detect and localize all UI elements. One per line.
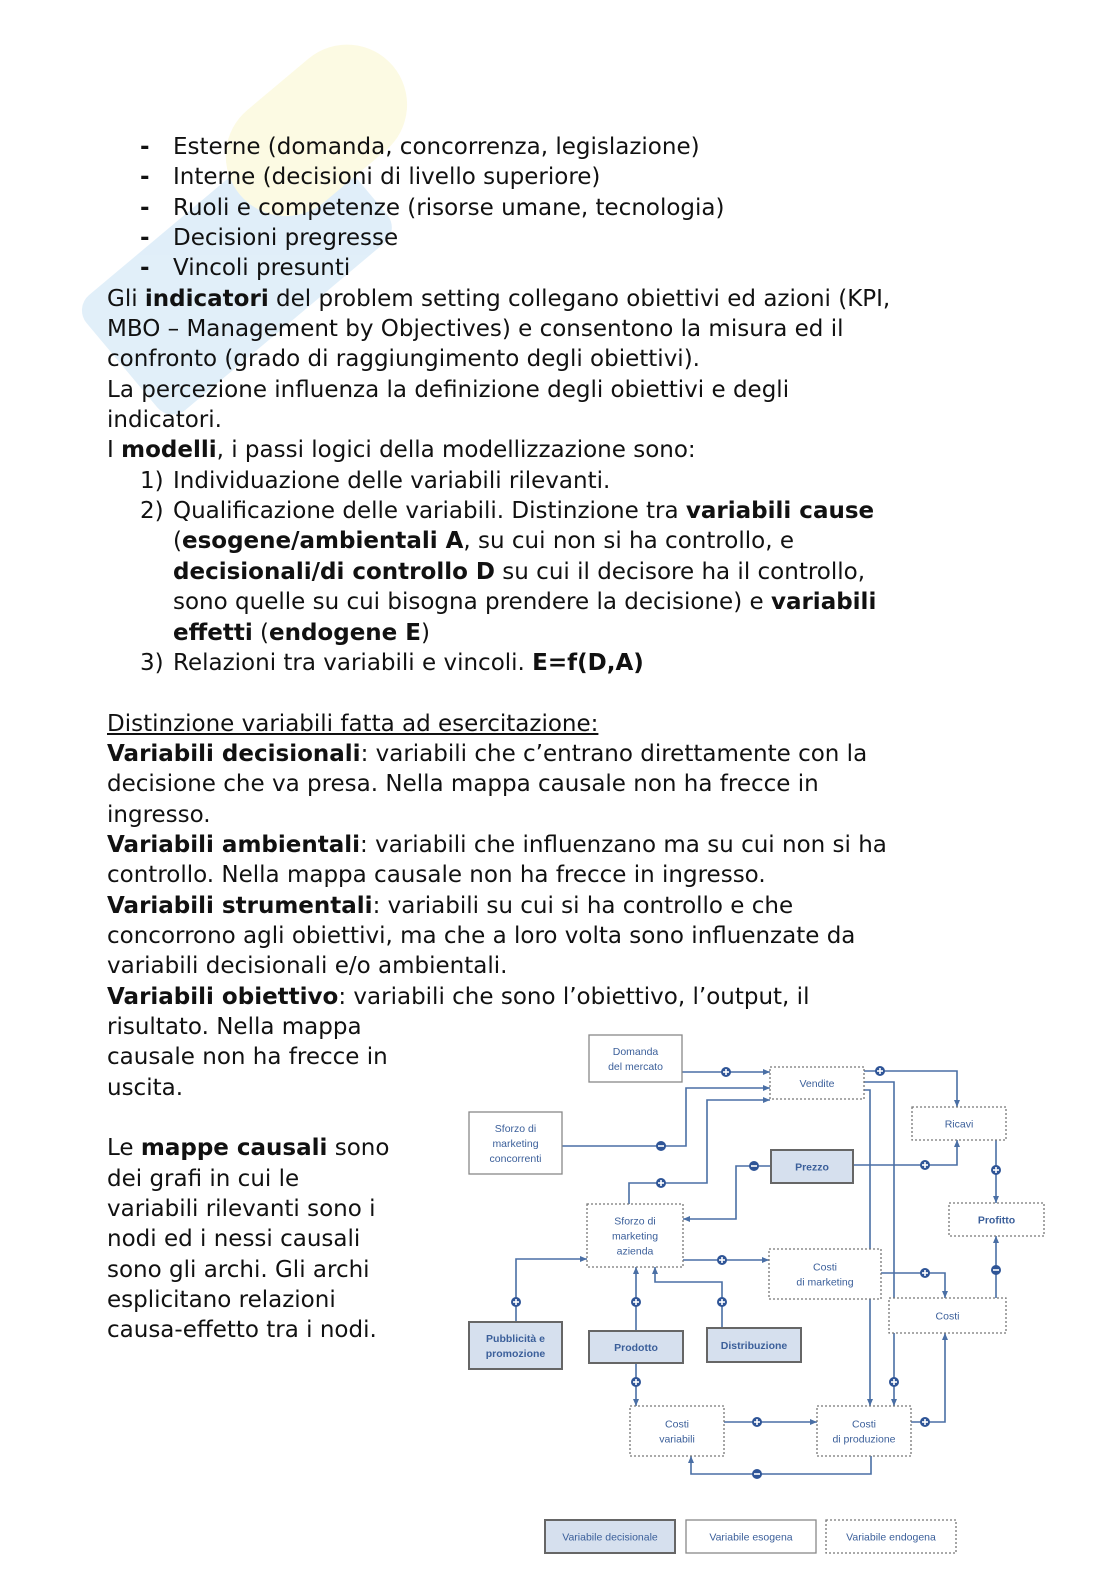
- bold-term: esogene/ambientali A: [181, 528, 464, 555]
- node-domanda: [589, 1035, 682, 1082]
- positive-sign-icon: [511, 1297, 521, 1307]
- positive-sign-icon: [721, 1067, 731, 1077]
- node-pubblicita: [469, 1322, 562, 1369]
- list-marker: -: [140, 255, 150, 282]
- text-segment: su cui il decisore ha il controllo,: [495, 558, 866, 585]
- node-label: marketing: [611, 1230, 659, 1243]
- text-segment: variabili rilevanti sono i: [107, 1196, 376, 1223]
- edge-pubblicita-to-azienda: [516, 1259, 587, 1322]
- node-label: marketing: [492, 1138, 539, 1150]
- positive-sign-icon: [991, 1165, 1001, 1175]
- text-segment: ingresso.: [107, 801, 211, 828]
- positive-sign-icon: [889, 1377, 899, 1387]
- text-segment: decisione che va presa. Nella mappa causale non ha frecce in: [107, 771, 819, 798]
- text-segment: , su cui non si ha controllo, e: [463, 528, 795, 555]
- edge-prezzo-to-azienda: [683, 1166, 771, 1219]
- node-label: Variabile decisionale: [562, 1531, 658, 1544]
- text-segment: sono: [327, 1135, 390, 1162]
- text-segment: Le: [107, 1135, 141, 1162]
- node-label: del mercato: [608, 1061, 663, 1073]
- node-label: Costi: [935, 1310, 960, 1323]
- text-segment: Vincoli presunti: [173, 255, 351, 282]
- node-label: Profitto: [977, 1214, 1016, 1227]
- node-label: Sforzo di: [494, 1123, 537, 1135]
- negative-sign-icon: [991, 1265, 1001, 1275]
- node-azienda: [587, 1204, 683, 1267]
- text-segment: sono quelle su cui bisogna prendere la decisione) e: [173, 589, 771, 616]
- list-marker: -: [140, 134, 150, 160]
- text-segment: nodi ed i nessi causali: [107, 1226, 361, 1253]
- node-label: di marketing: [796, 1276, 854, 1289]
- negative-sign-icon: [752, 1469, 762, 1479]
- node-label: Sforzo di: [614, 1215, 656, 1228]
- text-segment: esplicitano relazioni: [107, 1287, 336, 1314]
- node-label: Costi: [813, 1261, 837, 1274]
- edge-vendite-to-costi_prod: [864, 1082, 894, 1406]
- text-segment: variabili decisionali e/o ambientali.: [107, 953, 508, 980]
- text-segment: sono gli archi. Gli archi: [107, 1256, 370, 1283]
- node-label: Vendite: [799, 1078, 835, 1090]
- node-label: Prezzo: [795, 1161, 829, 1174]
- text-segment: confronto (grado di raggiungimento degli obiettivi).: [107, 346, 700, 373]
- node-label: di produzione: [832, 1433, 896, 1446]
- node-vendite: [770, 1067, 864, 1099]
- text-segment: Individuazione delle variabili rilevanti.: [173, 467, 611, 494]
- node-label: azienda: [616, 1245, 654, 1258]
- node-label: Costi: [852, 1418, 876, 1431]
- text-segment: (: [173, 528, 182, 555]
- text-segment: : variabili su cui si ha controllo e che: [372, 892, 794, 919]
- edge-vendite-to-ricavi: [864, 1071, 957, 1107]
- node-label: Domanda: [612, 1046, 659, 1058]
- bold-term: Variabili obiettivo: [107, 983, 339, 1010]
- text-segment: , i passi logici della modellizzazione sono:: [216, 437, 696, 464]
- list-marker: 2): [140, 498, 164, 525]
- text-segment: ): [421, 619, 430, 646]
- node-label: Prodotto: [614, 1342, 658, 1354]
- text-segment: La percezione influenza la definizione degli obiettivi e degli: [107, 376, 790, 403]
- text-segment: controllo. Nella mappa causale non ha frecce in ingresso.: [107, 862, 766, 889]
- node-costi: [889, 1298, 1006, 1333]
- text-segment: causale non ha frecce in: [107, 1044, 388, 1071]
- node-concorrenti: [469, 1112, 562, 1174]
- bold-term: decisionali/di controllo D: [173, 558, 495, 585]
- positive-sign-icon: [717, 1255, 727, 1265]
- text-segment: causa-effetto tra i nodi.: [107, 1317, 377, 1344]
- node-label: promozione: [485, 1348, 546, 1360]
- list-marker: 3): [140, 649, 164, 676]
- positive-sign-icon: [717, 1297, 727, 1307]
- positive-sign-icon: [875, 1066, 885, 1076]
- bold-term: E=f(D,A): [532, 649, 644, 676]
- text-segment: uscita.: [107, 1074, 184, 1101]
- list-marker: 1): [140, 467, 164, 494]
- positive-sign-icon: [656, 1178, 666, 1188]
- legend-decision: [545, 1520, 675, 1553]
- text-segment: Esterne (domanda, concorrenza, legislazione): [173, 134, 700, 160]
- positive-sign-icon: [920, 1417, 930, 1427]
- bold-term: mappe causali: [140, 1135, 328, 1162]
- node-prodotto: [589, 1331, 683, 1363]
- bold-term: modelli: [121, 437, 217, 464]
- edge-concorrenti-to-vendite: [562, 1088, 770, 1146]
- text-segment: Relazioni tra variabili e vincoli.: [173, 649, 533, 676]
- text-segment: Gli: [107, 285, 145, 312]
- text-segment: : variabili che c’entrano direttamente con la: [360, 740, 868, 767]
- edge-azienda-to-vendite: [629, 1100, 770, 1204]
- text-segment: concorrono agli obiettivi, ma che a loro volta sono influenzate da: [107, 922, 856, 949]
- node-distribuzione: [707, 1328, 801, 1362]
- node-label: Costi: [665, 1418, 689, 1431]
- node-label: Variabile esogena: [709, 1531, 793, 1544]
- list-marker: -: [140, 194, 150, 221]
- node-profitto: [949, 1203, 1044, 1236]
- text-segment: : variabili che sono l’obiettivo, l’output, il: [338, 983, 810, 1010]
- edge-prezzo-to-ricavi: [853, 1140, 957, 1165]
- node-label: Variabile endogena: [846, 1531, 936, 1544]
- positive-sign-icon: [920, 1268, 930, 1278]
- edge-distribuzione-to-azienda: [655, 1267, 722, 1328]
- node-costi_mkt: [769, 1249, 881, 1299]
- positive-sign-icon: [752, 1417, 762, 1427]
- positive-sign-icon: [631, 1377, 641, 1387]
- node-label: variabili: [659, 1433, 695, 1446]
- positive-sign-icon: [920, 1160, 930, 1170]
- bold-term: Variabili ambientali: [107, 831, 361, 858]
- legend-exogenous: [686, 1520, 816, 1553]
- negative-sign-icon: [656, 1141, 666, 1151]
- node-ricavi: [912, 1107, 1006, 1140]
- node-costi_var: [630, 1406, 724, 1456]
- bold-term: variabili cause: [685, 498, 875, 525]
- underlined-heading: Distinzione variabili fatta ad esercitazione:: [107, 710, 599, 737]
- node-costi_prod: [817, 1406, 911, 1456]
- edge-costi_prod-to-costi_var: [691, 1456, 871, 1474]
- text-segment: (: [252, 619, 269, 646]
- bold-term: endogene E: [269, 619, 421, 646]
- text-segment: Qualificazione delle variabili. Distinzione tra: [173, 498, 686, 525]
- list-marker: -: [140, 164, 150, 191]
- text-segment: Interne (decisioni di livello superiore): [173, 164, 601, 191]
- edge-vendite-to-costi_prod: [864, 1090, 870, 1406]
- bold-term: indicatori: [144, 285, 269, 312]
- text-segment: del problem setting collegano obiettivi ed azioni (KPI,: [268, 285, 891, 312]
- text-segment: Decisioni pregresse: [173, 225, 399, 252]
- text-segment: risultato. Nella mappa: [107, 1013, 362, 1040]
- text-segment: MBO – Management by Objectives) e consentono la misura ed il: [107, 316, 844, 343]
- node-label: Ricavi: [944, 1118, 974, 1131]
- text-segment: dei grafi in cui le: [107, 1165, 300, 1192]
- text-segment: indicatori.: [107, 407, 222, 434]
- bold-term: effetti: [173, 619, 253, 646]
- edge-costi_mkt-to-costi: [881, 1273, 945, 1298]
- text-segment: : variabili che influenzano ma su cui non si ha: [360, 831, 887, 858]
- edge-costi_prod-to-costi: [911, 1333, 945, 1422]
- text-segment: I: [107, 437, 122, 464]
- list-marker: -: [140, 225, 150, 252]
- node-label: Pubblicità e: [486, 1333, 545, 1345]
- bold-term: Variabili strumentali: [107, 892, 373, 919]
- bold-term: variabili: [770, 589, 877, 616]
- node-label: Distribuzione: [720, 1340, 788, 1352]
- node-prezzo: [771, 1150, 853, 1183]
- legend-endogenous: [826, 1520, 956, 1553]
- text-segment: Ruoli e competenze (risorse umane, tecnologia): [173, 194, 725, 221]
- positive-sign-icon: [631, 1297, 641, 1307]
- bold-term: Variabili decisionali: [107, 740, 361, 767]
- node-label: concorrenti: [489, 1153, 542, 1165]
- negative-sign-icon: [749, 1161, 759, 1171]
